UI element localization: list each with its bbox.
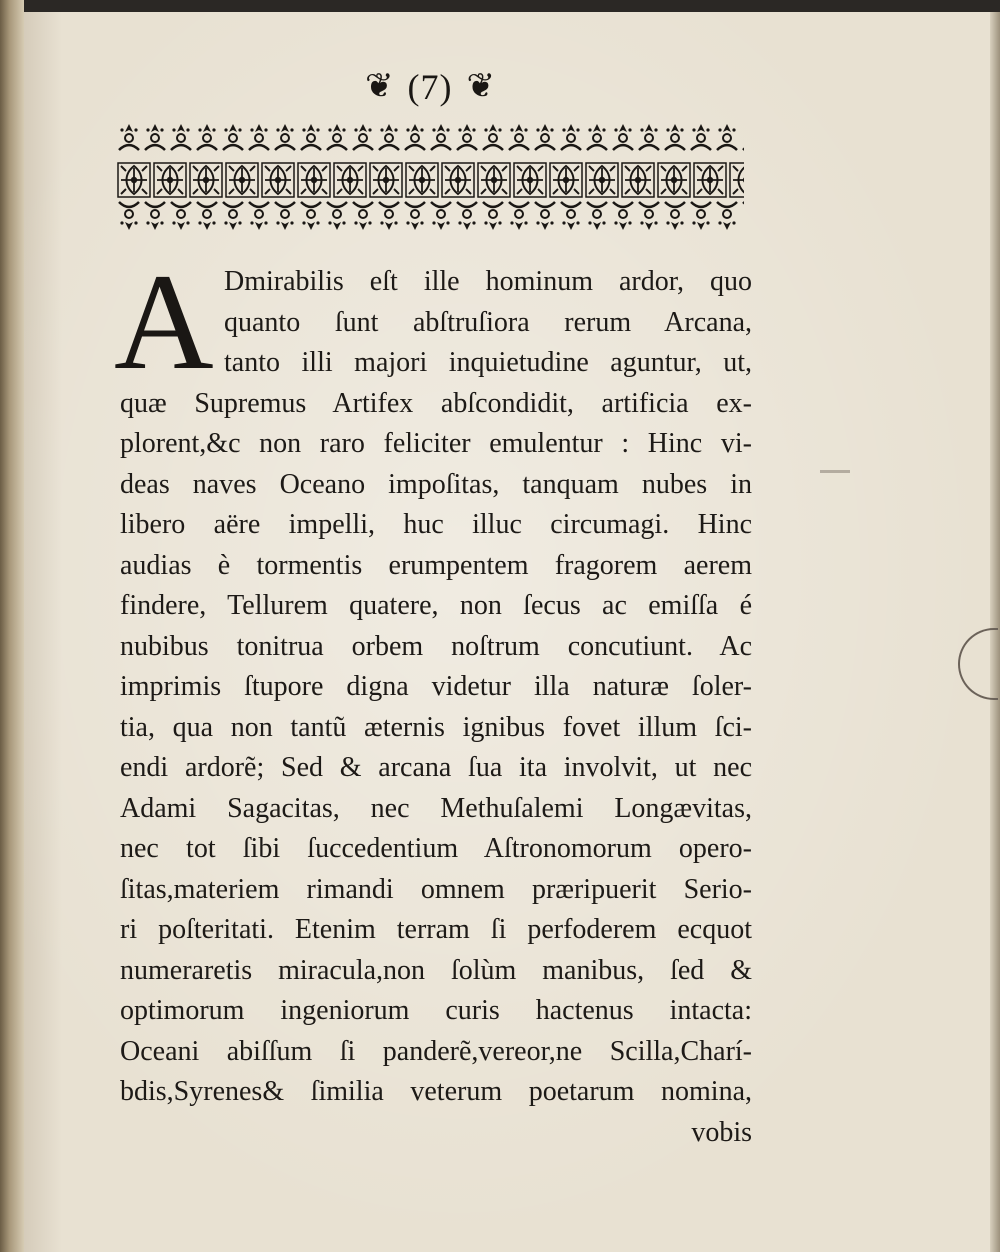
text-line: quanto ſunt abſtruſiora rerum Arcana, <box>224 306 752 338</box>
text-line: quæ Supremus Artifex abſcondidit, artificia ex- <box>120 387 752 419</box>
text-line: nec tot ſibi ſuccedentium Aſtronomorum opero- <box>120 833 752 864</box>
page-number: (7) <box>407 67 453 107</box>
drop-cap-letter: A <box>114 245 214 398</box>
text-line: Oceani abiſſum ſi panderẽ,vereor,ne Scilla,Charí- <box>120 1035 752 1067</box>
text-line: plorent,&c non raro feliciter emulentur : Hinc vi- <box>120 428 752 459</box>
text-line: bdis,Syrenes& ſimilia veterum poetarum nomina, <box>120 1076 752 1107</box>
text-line: Dmirabilis eſt ille hominum ardor, quo <box>224 266 752 297</box>
text-line: libero aëre impelli, huc illuc circumagi. Hinc <box>120 509 752 540</box>
text-line: nubibus tonitrua orbem noſtrum concutiunt. Ac <box>120 630 752 662</box>
text-line: imprimis ſtupore digna videtur illa naturæ ſoler- <box>120 671 752 702</box>
text-line: deas naves Oceano impoſitas, tanquam nubes in <box>120 468 752 500</box>
fleuron-left-icon: ❦ <box>365 68 394 105</box>
text-line: tanto illi majori inquietudine aguntur, ut, <box>224 347 752 378</box>
text-line: ri poſteritati. Etenim terram ſi perfoderem ecquot <box>120 914 752 945</box>
drop-cap <box>114 245 214 398</box>
text-line: ſitas,materiem rimandi omnem præripuerit Serio- <box>120 873 752 905</box>
text-line: optimorum ingeniorum curis hactenus intacta: <box>120 995 752 1026</box>
text-line: endi ardorẽ; Sed & arcana ſua ita involvit, ut nec <box>120 752 752 783</box>
page-header <box>340 62 520 112</box>
text-line: tia, qua non tantũ æternis ignibus fovet illum ſci- <box>120 711 752 743</box>
body-text <box>114 245 752 1153</box>
text-line: numeraretis miracula,non ſolùm manibus, ſed & <box>120 954 752 986</box>
printers-ornament-band <box>116 120 744 238</box>
page-gutter-edge <box>0 0 24 1252</box>
text-line: findere, Tellurem quatere, non ſecus ac emiſſa é <box>120 590 752 621</box>
ink-mark <box>820 470 850 473</box>
text-line: Adami Sagacitas, nec Methuſalemi Longævitas, <box>120 792 752 824</box>
catchword: vobis <box>691 1116 752 1148</box>
fleuron-right-icon: ❦ <box>466 68 495 105</box>
text-line: audias è tormentis erumpentem fragorem aerem <box>120 549 752 581</box>
